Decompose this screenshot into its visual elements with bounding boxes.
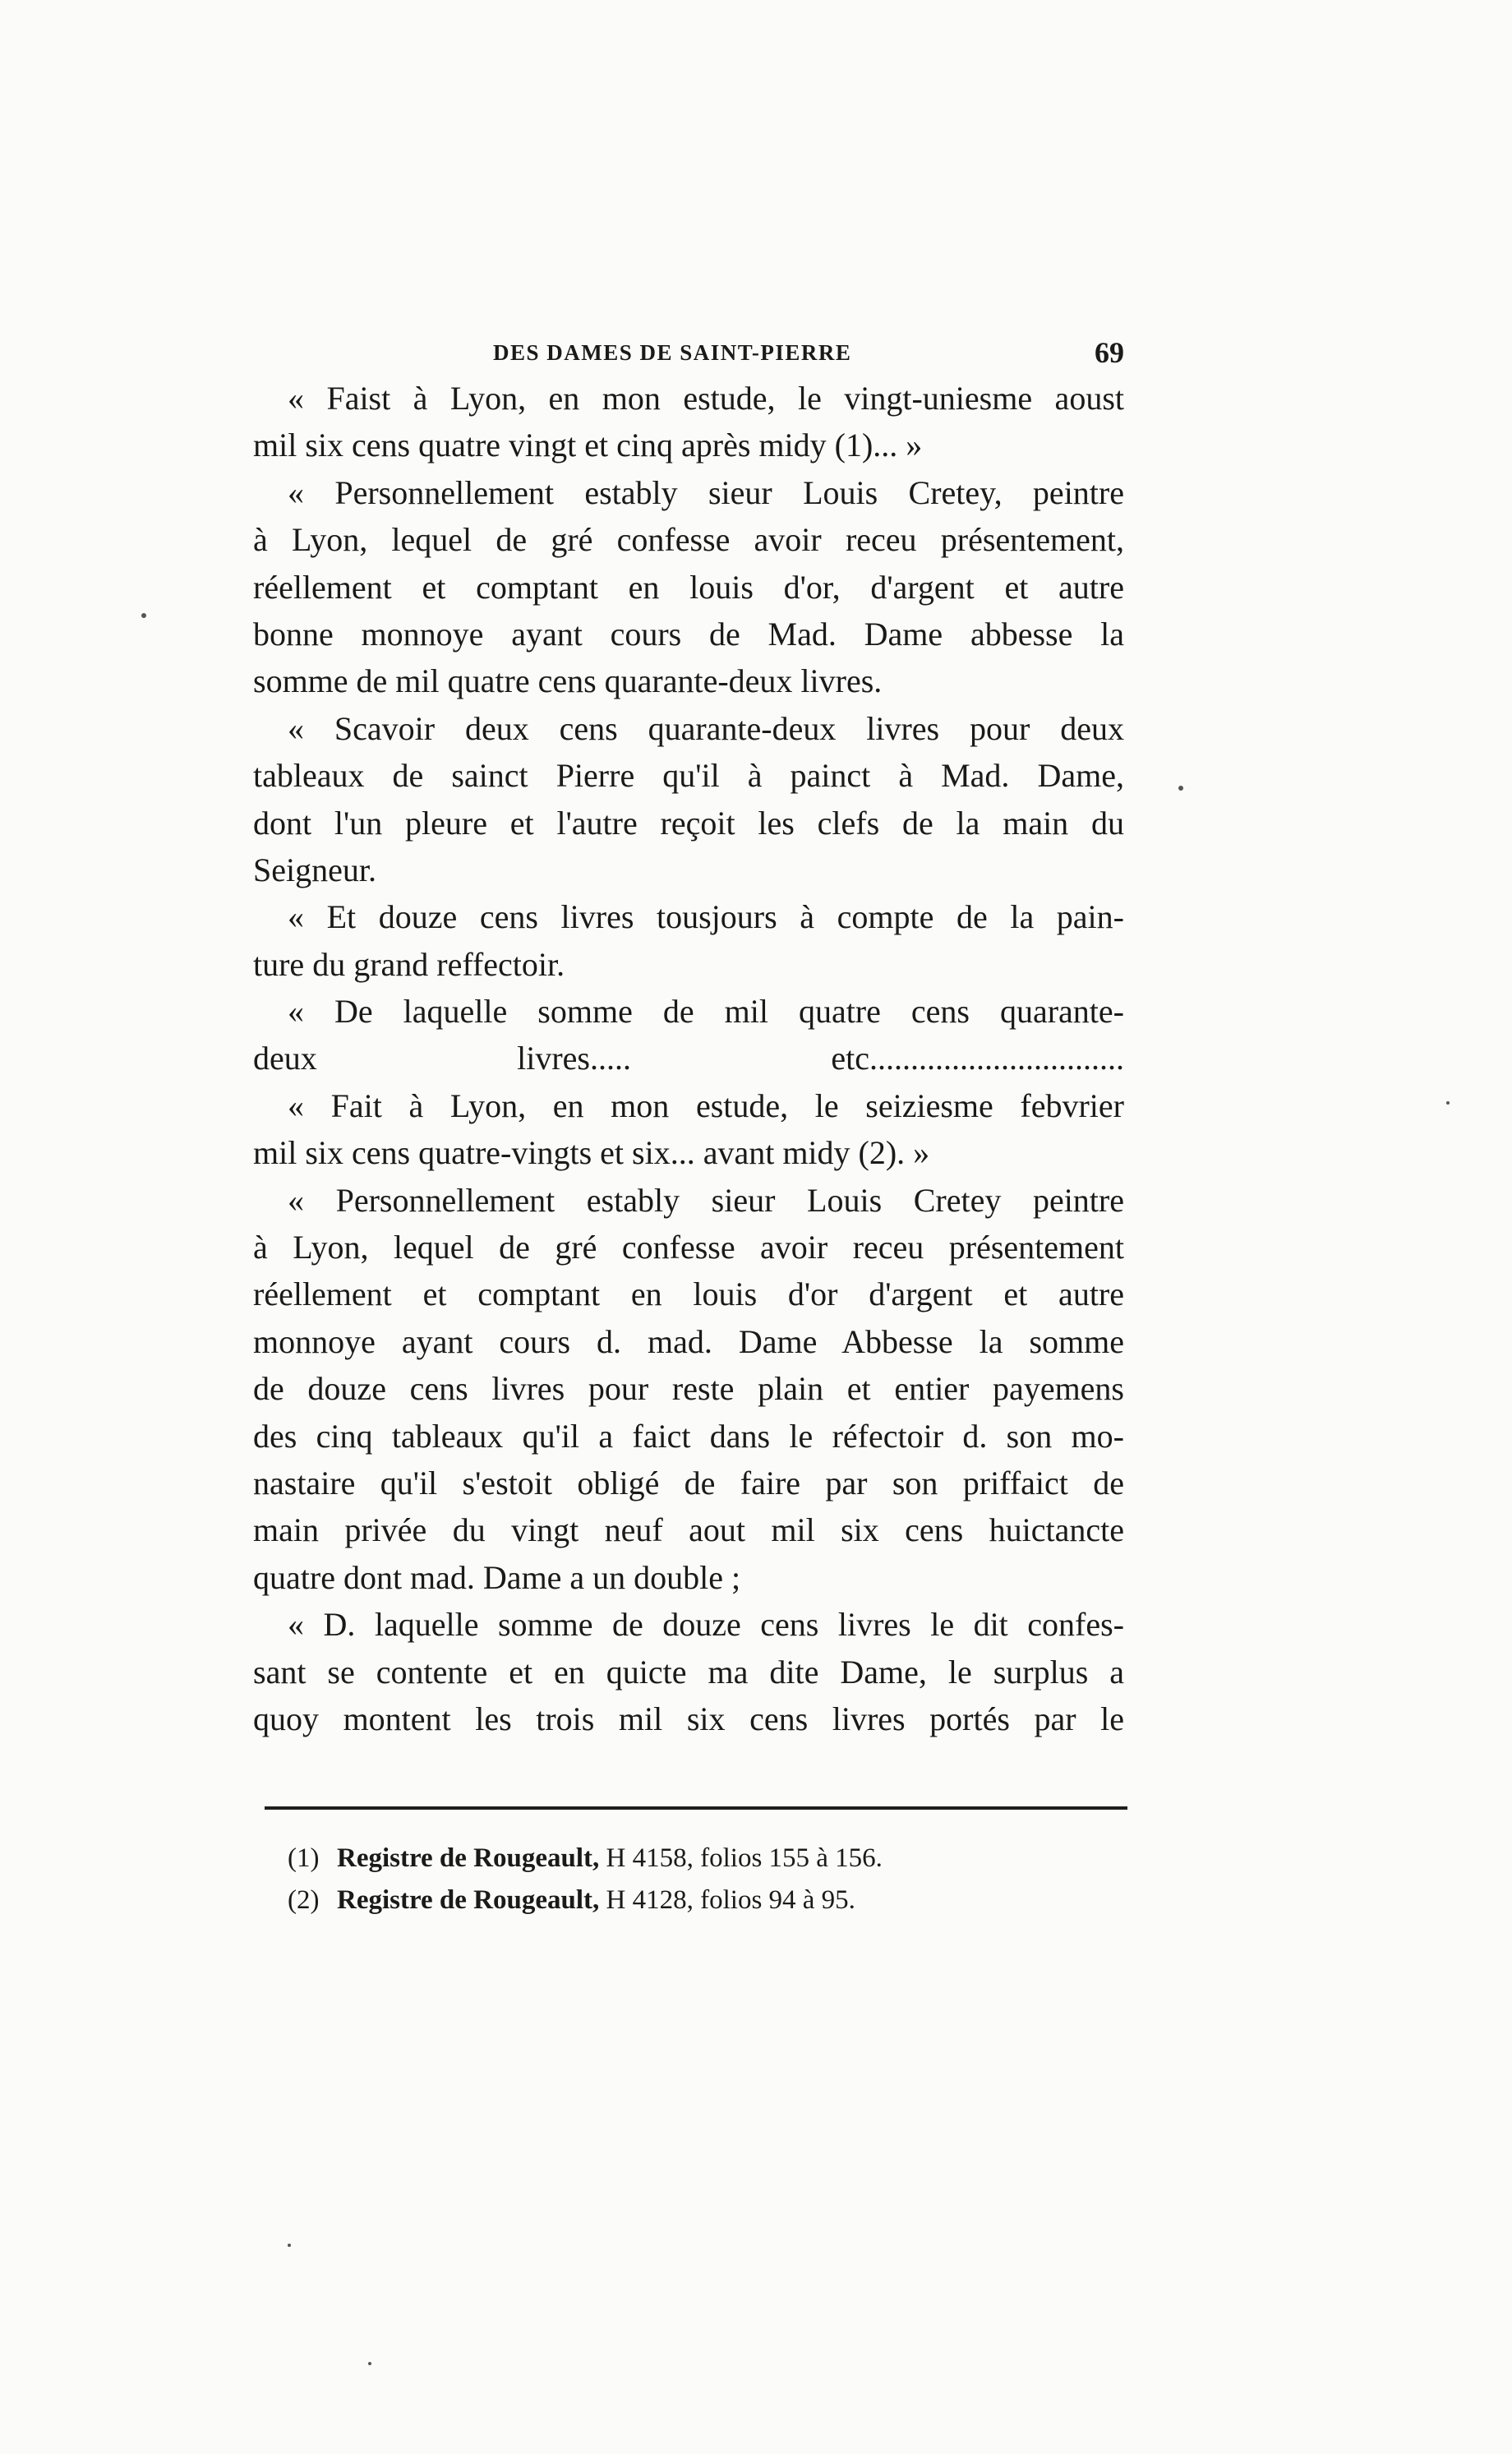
text-line: monnoye ayant cours d. mad. Dame Abbesse la somme (253, 1322, 1124, 1360)
scan-speck (288, 2244, 291, 2247)
text-line: à Lyon, lequel de gré confesse avoir receu présentement (253, 1229, 1124, 1266)
text-line: « Fait à Lyon, en mon estude, le seiziesme febvrier (288, 1086, 1124, 1124)
text-line: de douze cens livres pour reste plain et entier payemens (253, 1370, 1124, 1408)
running-title: DES DAMES DE SAINT-PIERRE (493, 340, 852, 365)
running-head (247, 335, 1124, 376)
text-line: « Et douze cens livres tousjours à compte de la pain- (288, 898, 1124, 936)
footnote-mark: (1) (288, 1843, 320, 1873)
footnote-rule (265, 1806, 1127, 1810)
scan-speck (1446, 1101, 1450, 1105)
text-line: sant se contente et en quicte ma dite Dame, le surplus a (253, 1653, 1124, 1691)
text-line: « D. laquelle somme de douze cens livres le dit confes- (288, 1606, 1124, 1644)
text-line: Seigneur. (253, 851, 376, 888)
scan-speck (368, 2362, 371, 2365)
text-line: quatre dont mad. Dame a un double ; (253, 1558, 741, 1596)
text-line: dont l'un pleure et l'autre reçoit les clefs de la main du (253, 804, 1124, 842)
footnote-reference: H 4128, folios 94 à 95. (599, 1885, 855, 1915)
text-line: réellement et comptant en louis d'or d'argent et autre (253, 1275, 1124, 1313)
footnote-source: Registre de Rougeault, (337, 1885, 600, 1915)
body-text (253, 375, 1124, 1742)
scan-speck (1178, 786, 1183, 791)
text-line: somme de mil quatre cens quarante-deux livres. (253, 662, 883, 700)
text-line: « Personnellement estably sieur Louis Cretey, peintre (288, 473, 1124, 511)
text-line: réellement et comptant en louis d'or, d'argent et autre (253, 568, 1124, 606)
text-line: « De laquelle somme de mil quatre cens quarante- (288, 993, 1124, 1031)
text-line: mil six cens quatre-vingts et six... avant midy (2). » (253, 1134, 930, 1172)
text-line: deux livres..... etc............................... (253, 1040, 1124, 1077)
footnote-1 (288, 1838, 1118, 1880)
text-line: « Scavoir deux cens quarante-deux livres pour deux (288, 709, 1124, 747)
text-line: « Faist à Lyon, en mon estude, le vingt-uniesme aoust (288, 380, 1124, 417)
text-line: des cinq tableaux qu'il a faict dans le réfectoir d. son mo- (253, 1417, 1124, 1455)
text-line: nastaire qu'il s'estoit obligé de faire par son priffaict de (253, 1464, 1124, 1501)
text-line: quoy montent les trois mil six cens livres portés par le (253, 1700, 1124, 1737)
text-line: à Lyon, lequel de gré confesse avoir receu présentement, (253, 521, 1124, 559)
text-line: mil six cens quatre vingt et cinq après midy (1)... » (253, 427, 923, 464)
footnote-source: Registre de Rougeault, (337, 1843, 600, 1873)
footnotes (288, 1838, 1118, 1921)
text-line: ture du grand reffectoir. (253, 945, 565, 983)
text-line: « Personnellement estably sieur Louis Cretey peintre (288, 1181, 1124, 1219)
text-line: bonne monnoye ayant cours de Mad. Dame abbesse la (253, 615, 1124, 653)
footnote-mark: (2) (288, 1885, 320, 1915)
footnote-2 (288, 1880, 1118, 1921)
text-line: tableaux de sainct Pierre qu'il à painct à Mad. Dame, (253, 757, 1124, 795)
scan-speck (141, 613, 146, 618)
text-line: main privée du vingt neuf aout mil six cens huictancte (253, 1511, 1124, 1549)
page-number: 69 (1095, 336, 1124, 369)
footnote-reference: H 4158, folios 155 à 156. (599, 1843, 883, 1873)
